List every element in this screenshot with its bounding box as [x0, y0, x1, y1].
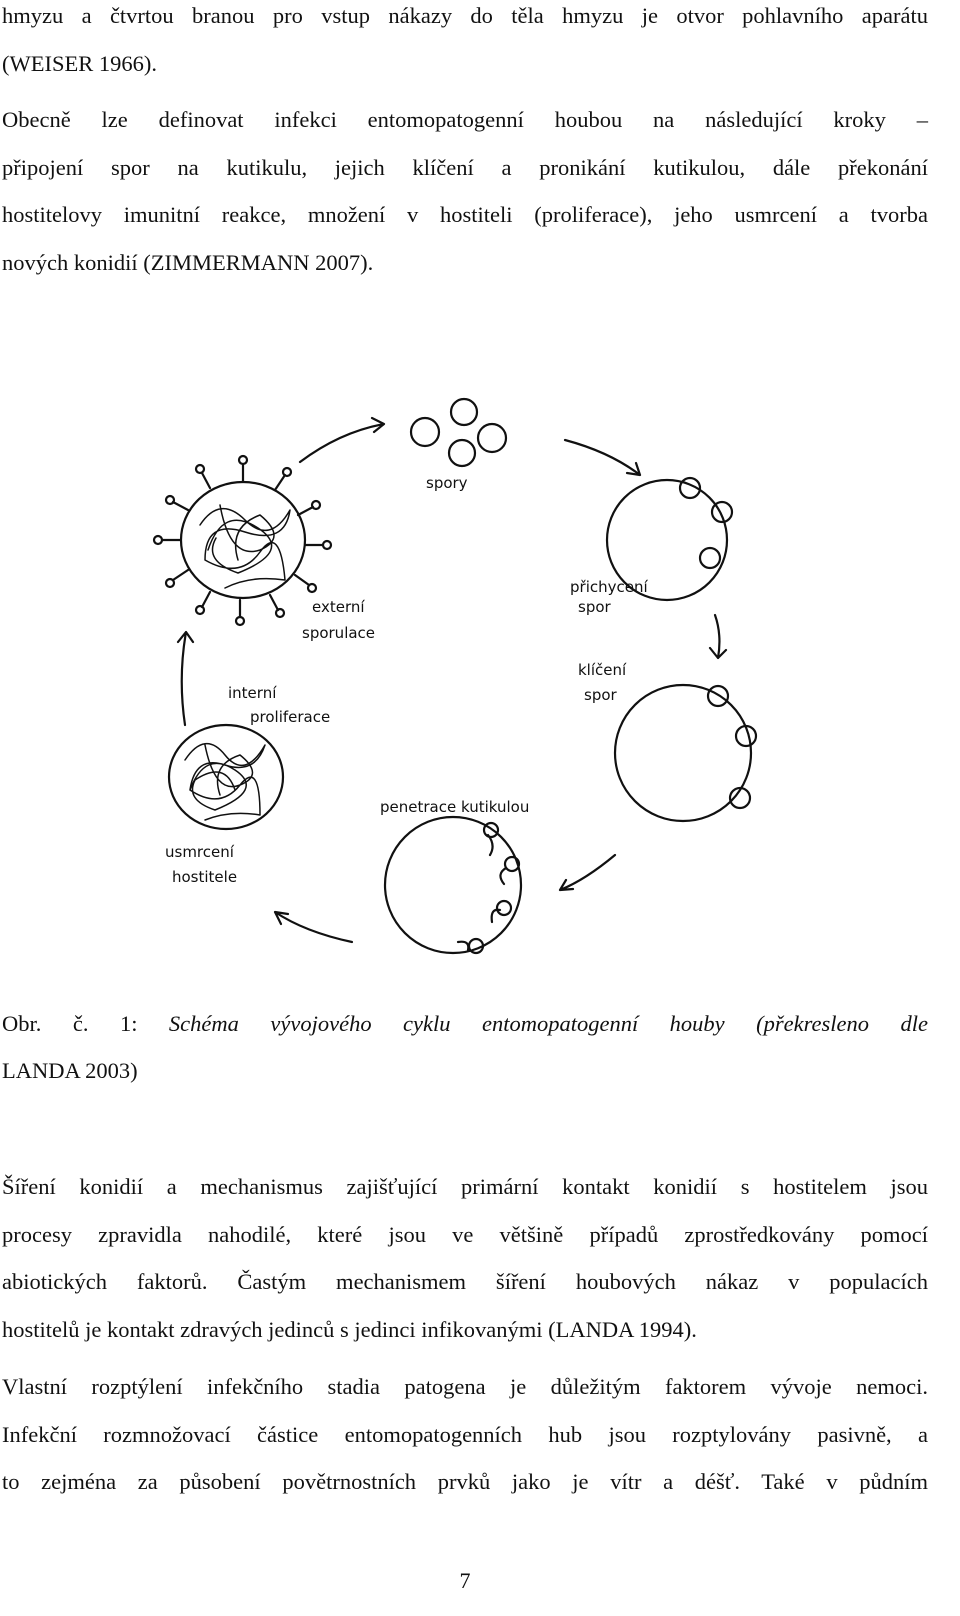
- label-sporulace: sporulace: [302, 624, 376, 642]
- text-line: hostitelů je kontakt zdravých jedinců s jedinci infikovanými (LANDA 1994).: [2, 1316, 697, 1342]
- label-penetrace: penetrace kutikulou: [380, 798, 530, 816]
- label-externi: externí: [312, 598, 365, 616]
- paragraph-4: [2, 1363, 928, 1506]
- text-line: hmyzu a čtvrtou branou pro vstup nákazy do těla hmyzu je otvor pohlavního aparátu: [2, 3, 928, 28]
- paragraph-3: [2, 1163, 928, 1353]
- label-kliceni-spor: spor: [584, 686, 617, 704]
- label-kliceni: klíčení: [578, 661, 627, 679]
- cycle-arrow: [178, 632, 193, 725]
- text-line: abiotických faktorů. Častým mechanismem šíření houbových nákaz v populacích: [2, 1269, 928, 1294]
- text-line: hostitelovy imunitní reakce, množení v hostiteli (proliferace), jeho usmrcení a tvorba: [2, 202, 928, 227]
- cycle-arrow: [710, 615, 726, 658]
- page-number: 7: [459, 1568, 471, 1593]
- text-line: Infekční rozmnožovací částice entomopatogenních hub jsou rozptylovány pasivně, a: [2, 1421, 928, 1447]
- text-line: Šíření konidií a mechanismus zajišťující primární kontakt konidií s hostitelem jsou: [2, 1174, 928, 1199]
- caption-line: [2, 1000, 928, 1047]
- text-line: (WEISER 1966).: [2, 50, 157, 76]
- paragraph-2: [2, 96, 928, 286]
- cycle-arrow: [565, 440, 640, 475]
- cycle-arrow: [300, 418, 384, 462]
- text-line: nových konidií (ZIMMERMANN 2007).: [2, 249, 374, 275]
- caption-prefix: Obr. č. 1:: [2, 1011, 138, 1036]
- host-death-drawing: [169, 725, 283, 829]
- label-usmrceni-hostitele: hostitele: [172, 868, 238, 886]
- label-prichyceni-spor: spor: [578, 598, 611, 616]
- figure-caption: [2, 1000, 928, 1094]
- label-spory: spory: [426, 474, 468, 492]
- caption-source: LANDA 2003): [2, 1058, 138, 1083]
- host-penetration-drawing: [385, 817, 521, 953]
- text-line: připojení spor na kutikulu, jejich klíčení a pronikání kutikulou, dále překonání: [2, 154, 928, 180]
- cycle-arrow: [560, 855, 615, 890]
- text-line: Obecně lze definovat infekci entomopatogenní houbou na následující kroky –: [2, 107, 928, 132]
- life-cycle-figure: [0, 380, 960, 995]
- paragraph-1: [2, 0, 928, 87]
- caption-title: Schéma vývojového cyklu entomopatogenní houby (překresleno dle: [137, 1011, 928, 1036]
- spores-drawing: [411, 399, 506, 466]
- host-germination-drawing: [615, 685, 756, 821]
- host-sporulation-drawing: [154, 456, 331, 625]
- label-prichyceni: přichycení: [570, 578, 648, 596]
- label-proliferace: proliferace: [250, 708, 331, 726]
- text-line: to zejména za působení povětrnostních prvků jako je vítr a déšť. Také v půdním: [2, 1469, 928, 1494]
- label-usmrceni: usmrcení: [165, 843, 234, 861]
- cycle-arrow: [275, 912, 352, 942]
- label-interni: interní: [228, 684, 277, 702]
- text-line: procesy zpravidla nahodilé, které jsou ve většině případů zprostředkovány pomocí: [2, 1221, 928, 1247]
- text-line: Vlastní rozptýlení infekčního stadia patogena je důležitým faktorem vývoje nemoci.: [2, 1374, 928, 1399]
